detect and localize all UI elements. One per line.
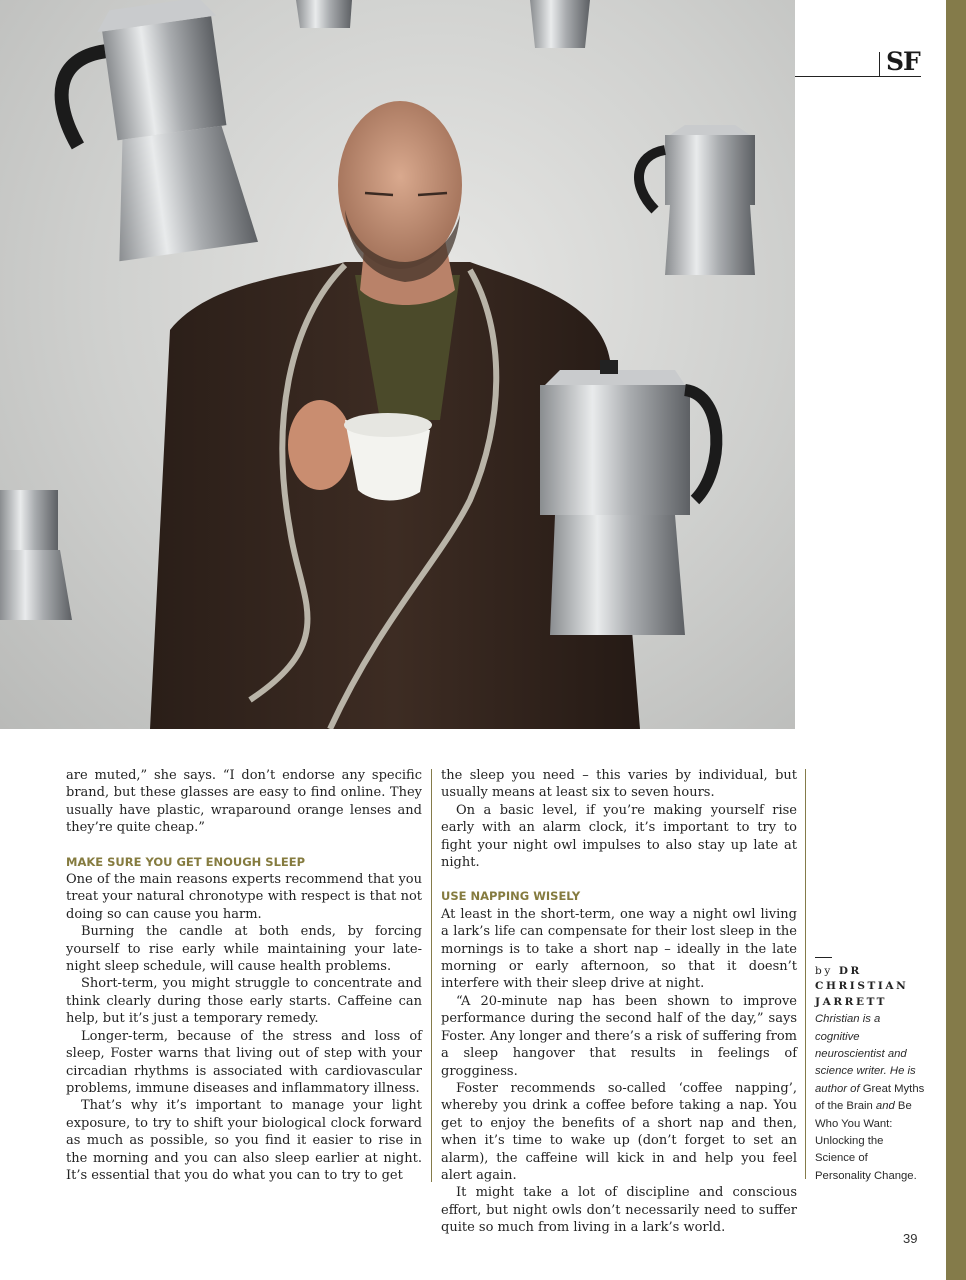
section-header-divider xyxy=(879,52,880,76)
book-title: Be Who You Want: Unlocking the Science of Personality Change. xyxy=(815,1100,917,1182)
moka-pot-front xyxy=(540,360,716,635)
author-byline xyxy=(815,957,925,1185)
section-header-rule xyxy=(795,76,921,77)
bio-text: Christian is a cognitive neuroscientist and science writer. He is author of xyxy=(815,1013,916,1095)
article-column-2 xyxy=(441,767,797,1237)
page-number: 39 xyxy=(903,1231,918,1246)
paragraph: On a basic level, if you’re making yourself rise early with an alarm clock, it’s important to try to fight your night owl impulses to also stay up late at night. xyxy=(441,802,797,871)
subheading: MAKE SURE YOU GET ENOUGH SLEEP xyxy=(66,854,306,869)
author-bio xyxy=(815,1011,925,1185)
subheading: USE NAPPING WISELY xyxy=(441,889,581,904)
paragraph: One of the main reasons experts recommend that you treat your natural chronotype with respect is that not doing so can cause you harm. xyxy=(66,872,422,922)
paragraph: Foster recommends so-called ‘coffee napping’, whereby you drink a coffee before taking a nap. You get to enjoy the benefits of a short nap and then, when it’s time to wake up (don’t forget to set an alarm), the caffeine will kick in and help you feel alert again. xyxy=(441,1080,797,1183)
accent-sidebar xyxy=(946,0,966,1280)
byline-rule xyxy=(815,957,832,958)
moka-pot-right xyxy=(639,125,755,275)
book-title: Great Myths of the Brain xyxy=(815,1082,925,1113)
paragraph: are muted,” she says. “I don’t endorse any specific brand, but these glasses are easy to find online. They usually have plastic, wraparound orange lenses and they’re quite cheap.” xyxy=(66,768,422,836)
paragraph: Burning the candle at both ends, by forcing yourself to rise early while maintaining your late-night sleep schedule, will cause health problems. xyxy=(66,924,422,975)
author-name xyxy=(815,964,925,1010)
paragraph: Longer-term, because of the stress and loss of sleep, Foster warns that living out of step with your circadian rhythms is associated with cardiovascular problems, immune diseases and inflammatory illness. xyxy=(66,1028,422,1096)
paragraph: At least in the short-term, one way a night owl living a lark’s life can compensate for their lost sleep in the mornings is to take a short nap – ideally in the late morning or early afternoon, so that it doesn’t interfere with their sleep drive at night. xyxy=(441,906,797,992)
paragraph: That’s why it’s important to manage your light exposure, to try to shift your biological clock forward as much as possible, so you find it easier to rise in the morning and you can also sleep earlier at night. It’s essential that you do what you can to try to get xyxy=(66,1098,422,1183)
author-name-text: DR CHRISTIAN JARRETT xyxy=(815,965,909,1008)
article-column-1 xyxy=(66,767,422,1184)
paragraph: Short-term, you might struggle to concentrate and think clearly during those early starts. Caffeine can help, but it’s just a temporary remedy. xyxy=(66,976,422,1027)
moka-pot-left xyxy=(0,490,72,620)
hero-photo xyxy=(0,0,795,729)
moka-pot-top-left xyxy=(50,0,258,266)
column-divider xyxy=(805,769,806,1179)
bio-text: and xyxy=(875,1100,895,1113)
section-label: SF xyxy=(886,47,920,76)
paragraph: “A 20-minute nap has been shown to improve performance during the second half of the day,” says Foster. Any longer and there’s a risk of suffering from a sleep hangover that results in feelings of grogginess. xyxy=(441,993,797,1079)
paragraph: the sleep you need – this varies by individual, but usually means at least six to seven hours. xyxy=(441,768,797,801)
photo-illustration xyxy=(0,0,795,729)
paragraph: It might take a lot of discipline and conscious effort, but night owls don’t necessarily need to suffer quite so much from living in a lark’s world. xyxy=(441,1185,797,1236)
column-divider xyxy=(431,769,432,1182)
byline-by: by xyxy=(815,965,833,977)
